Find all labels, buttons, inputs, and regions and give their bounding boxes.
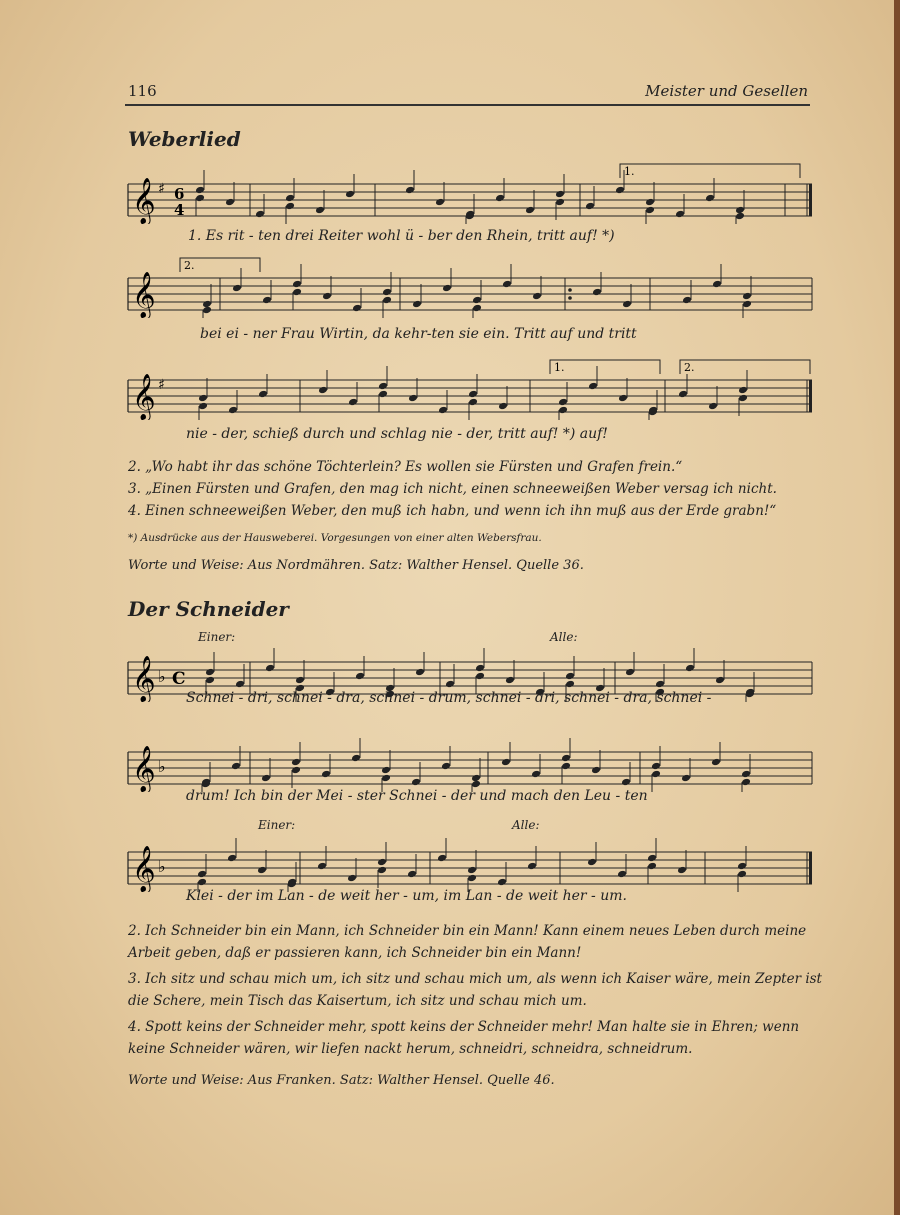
note-head-lower bbox=[742, 300, 752, 309]
lyrics-schneider-3: Klei - der im Lan - de weit her - um, im Lan - de weit her - um. bbox=[186, 888, 627, 904]
note-head bbox=[355, 672, 365, 681]
footnote: *) Ausdrücke aus der Hausweberei. Vorgesungen von einer alten Webersfrau. bbox=[128, 532, 542, 544]
verse-2-schneider: 2. Ich Schneider bin ein Mann, ich Schneider bin ein Mann! Kann einem neues Leben durch meine Arbeit geben, daß er passieren kann, ich Schneider bin ein Mann! bbox=[128, 923, 807, 961]
note-head bbox=[345, 190, 355, 199]
label-einer-2: Einer: bbox=[258, 818, 296, 832]
key-signature-sharp: ♯ bbox=[158, 377, 165, 393]
note-head bbox=[502, 280, 512, 289]
time-signature-top: 6 bbox=[174, 185, 185, 203]
note-head bbox=[227, 854, 237, 863]
volta-label: 2. bbox=[684, 361, 695, 374]
note-head bbox=[318, 386, 328, 395]
note-head-lower bbox=[468, 398, 478, 407]
treble-clef-icon: 𝄞 bbox=[132, 846, 156, 892]
note-head-lower bbox=[195, 194, 205, 203]
verses-weberlied bbox=[128, 456, 818, 522]
note-head bbox=[198, 394, 208, 403]
note-head bbox=[412, 300, 422, 309]
note-head bbox=[382, 288, 392, 297]
note-head bbox=[377, 858, 387, 867]
verse-4-schneider: 4. Spott keins der Schneider mehr, spott keins der Schneider mehr! Man halte sie in Ehren; wenn keine Schneider wären, wir liefen nackt herum, schneidri, schneidra, schneidrum. bbox=[128, 1019, 800, 1057]
note-head bbox=[711, 758, 721, 767]
note-head bbox=[675, 210, 685, 219]
note-head bbox=[738, 386, 748, 395]
repeat-dot bbox=[568, 288, 572, 292]
staff-weberlied-3 bbox=[120, 358, 820, 420]
note-head bbox=[467, 866, 477, 875]
note-head bbox=[378, 382, 388, 391]
note-head bbox=[351, 754, 361, 763]
note-head bbox=[685, 664, 695, 673]
note-head bbox=[592, 288, 602, 297]
note-head bbox=[235, 680, 245, 689]
note-head bbox=[407, 870, 417, 879]
note-head bbox=[655, 680, 665, 689]
note-head bbox=[441, 762, 451, 771]
note-head bbox=[647, 854, 657, 863]
note-head bbox=[558, 398, 568, 407]
note-head bbox=[295, 676, 305, 685]
note-head bbox=[381, 766, 391, 775]
note-head bbox=[705, 194, 715, 203]
credit-schneider: Worte und Weise: Aus Franken. Satz: Walther Hensel. Quelle 46. bbox=[128, 1073, 555, 1088]
volta-label: 2. bbox=[184, 259, 195, 272]
repeat-dot bbox=[568, 296, 572, 300]
label-alle-1: Alle: bbox=[550, 630, 578, 644]
note-head bbox=[291, 758, 301, 767]
note-head bbox=[715, 676, 725, 685]
note-head-lower bbox=[472, 304, 482, 313]
page-number: 116 bbox=[128, 82, 157, 100]
note-head bbox=[615, 186, 625, 195]
note-head bbox=[225, 198, 235, 207]
note-head bbox=[561, 754, 571, 763]
note-head-lower bbox=[555, 198, 565, 207]
verse-3-schneider: 3. Ich sitz und schau mich um, ich sitz und schau mich um, als wenn ich Kaiser wäre, mein Zepter ist die Schere, mein Tisch das Kaisertum, ich sitz und schau mich um. bbox=[128, 971, 822, 1009]
note-head-lower bbox=[475, 672, 485, 681]
note-head-lower bbox=[198, 402, 208, 411]
note-head bbox=[408, 394, 418, 403]
note-head bbox=[437, 854, 447, 863]
note-head bbox=[262, 296, 272, 305]
note-head bbox=[588, 382, 598, 391]
note-head bbox=[532, 292, 542, 301]
note-head-lower bbox=[565, 680, 575, 689]
note-head bbox=[737, 862, 747, 871]
note-head bbox=[435, 198, 445, 207]
note-head bbox=[195, 186, 205, 195]
note-head bbox=[555, 190, 565, 199]
note-head bbox=[347, 874, 357, 883]
lyrics-weberlied-1: 1. Es rit - ten drei Reiter wohl ü - ber den Rhein, tritt auf! *) bbox=[188, 228, 615, 244]
note-head bbox=[197, 870, 207, 879]
song-title-schneider: Der Schneider bbox=[128, 597, 289, 621]
volta-label: 1. bbox=[624, 165, 635, 178]
note-head bbox=[497, 878, 507, 887]
note-head bbox=[525, 206, 535, 215]
note-head bbox=[475, 664, 485, 673]
note-head bbox=[231, 762, 241, 771]
note-head-lower bbox=[647, 862, 657, 871]
note-head bbox=[411, 778, 421, 787]
note-head bbox=[315, 206, 325, 215]
note-head bbox=[681, 774, 691, 783]
credit-weberlied: Worte und Weise: Aus Nordmähren. Satz: Walther Hensel. Quelle 36. bbox=[128, 558, 584, 573]
verses-schneider bbox=[128, 920, 823, 1060]
note-head bbox=[742, 292, 752, 301]
note-head bbox=[531, 770, 541, 779]
note-head-lower bbox=[651, 770, 661, 779]
verse-2: 2. „Wo habt ihr das schöne Töchterlein? Es wollen sie Fürsten und Grafen frein.“ bbox=[128, 459, 683, 475]
note-head-lower bbox=[738, 394, 748, 403]
note-head bbox=[677, 866, 687, 875]
note-head bbox=[285, 194, 295, 203]
note-head-lower bbox=[377, 866, 387, 875]
lyrics-weberlied-3: nie - der, schieß durch und schlag nie - der, tritt auf! *) auf! bbox=[186, 426, 608, 442]
page-edge bbox=[894, 0, 900, 1215]
note-head bbox=[741, 770, 751, 779]
note-head-lower bbox=[471, 780, 481, 789]
note-head bbox=[205, 668, 215, 677]
label-alle-2: Alle: bbox=[512, 818, 540, 832]
verse-3: 3. „Einen Fürsten und Grafen, den mag ich nicht, einen schneeweißen Weber versag ich nicht. bbox=[128, 481, 777, 497]
note-head bbox=[292, 280, 302, 289]
note-head bbox=[445, 680, 455, 689]
note-head-lower bbox=[558, 406, 568, 415]
treble-clef-icon: 𝄞 bbox=[132, 656, 156, 702]
note-head bbox=[352, 304, 362, 313]
note-head-lower bbox=[467, 874, 477, 883]
lyrics-schneider-2: drum! Ich bin der Mei - ster Schnei - der und mach den Leu - ten bbox=[186, 788, 648, 804]
note-head-lower bbox=[382, 296, 392, 305]
note-head bbox=[625, 668, 635, 677]
note-head bbox=[617, 870, 627, 879]
note-head bbox=[261, 774, 271, 783]
note-head bbox=[258, 390, 268, 399]
lyrics-weberlied-2: bei ei - ner Frau Wirtin, da kehr-ten sie ein. Tritt auf und tritt bbox=[200, 326, 637, 342]
note-head bbox=[438, 406, 448, 415]
staff-weberlied-1 bbox=[120, 162, 820, 224]
note-head bbox=[498, 402, 508, 411]
verse-4: 4. Einen schneeweißen Weber, den muß ich habn, und wenn ich ihn muß aus der Erde grabn!“ bbox=[128, 503, 777, 519]
final-bar-thick bbox=[809, 380, 812, 412]
note-head-lower bbox=[735, 212, 745, 221]
note-head bbox=[527, 862, 537, 871]
staff-schneider-3 bbox=[120, 830, 820, 892]
note-head bbox=[621, 778, 631, 787]
note-head bbox=[682, 296, 692, 305]
note-head bbox=[442, 284, 452, 293]
note-head bbox=[228, 406, 238, 415]
note-head bbox=[468, 390, 478, 399]
label-einer-1: Einer: bbox=[198, 630, 236, 644]
note-head bbox=[645, 198, 655, 207]
treble-clef-icon: 𝄞 bbox=[132, 374, 156, 420]
treble-clef-icon: 𝄞 bbox=[132, 178, 156, 224]
note-head bbox=[232, 284, 242, 293]
note-head-lower bbox=[291, 766, 301, 775]
note-head bbox=[618, 394, 628, 403]
note-head bbox=[501, 758, 511, 767]
staff-schneider-2 bbox=[120, 730, 820, 792]
note-head bbox=[495, 194, 505, 203]
volta-bracket bbox=[550, 360, 660, 374]
final-bar-thick bbox=[809, 184, 812, 216]
song-title-weberlied: Weberlied bbox=[128, 127, 241, 151]
note-head bbox=[405, 186, 415, 195]
note-head bbox=[708, 402, 718, 411]
volta-label: 1. bbox=[554, 361, 565, 374]
note-head bbox=[255, 210, 265, 219]
note-head bbox=[317, 862, 327, 871]
time-signature-common: C bbox=[172, 669, 186, 689]
note-head-lower bbox=[197, 878, 207, 887]
note-head bbox=[585, 202, 595, 211]
note-head-lower bbox=[381, 774, 391, 783]
note-head bbox=[265, 664, 275, 673]
note-head bbox=[348, 398, 358, 407]
note-head bbox=[587, 858, 597, 867]
volta-bracket bbox=[680, 360, 810, 374]
note-head-lower bbox=[737, 870, 747, 879]
key-signature-sharp: ♯ bbox=[158, 181, 165, 197]
key-signature-flat: ♭ bbox=[158, 667, 166, 686]
note-head-lower bbox=[378, 390, 388, 399]
note-head bbox=[622, 300, 632, 309]
note-head bbox=[415, 668, 425, 677]
note-head bbox=[322, 292, 332, 301]
note-head bbox=[565, 672, 575, 681]
final-bar-thick bbox=[809, 852, 812, 884]
key-signature-flat: ♭ bbox=[158, 757, 166, 776]
note-head bbox=[257, 866, 267, 875]
running-title: Meister und Gesellen bbox=[645, 82, 808, 100]
note-head bbox=[651, 762, 661, 771]
time-signature-bottom: 4 bbox=[174, 201, 185, 219]
note-head bbox=[591, 766, 601, 775]
treble-clef-icon: 𝄞 bbox=[132, 272, 156, 318]
staff-weberlied-2 bbox=[120, 256, 820, 318]
note-head bbox=[321, 770, 331, 779]
note-head-lower bbox=[202, 306, 212, 315]
note-head-lower bbox=[205, 676, 215, 685]
volta-bracket bbox=[620, 164, 800, 178]
note-head-lower bbox=[645, 206, 655, 215]
note-head-lower bbox=[561, 762, 571, 771]
note-head-lower bbox=[285, 202, 295, 211]
key-signature-flat: ♭ bbox=[158, 857, 166, 876]
note-head bbox=[472, 296, 482, 305]
note-head bbox=[678, 390, 688, 399]
treble-clef-icon: 𝄞 bbox=[132, 746, 156, 792]
note-head bbox=[712, 280, 722, 289]
note-head bbox=[505, 676, 515, 685]
header-rule bbox=[125, 104, 810, 106]
note-head-lower bbox=[292, 288, 302, 297]
note-head-lower bbox=[741, 778, 751, 787]
lyrics-schneider-1: Schnei - dri, schnei - dra, schnei - drum, schnei - dri, schnei - dra, schnei - bbox=[186, 690, 712, 706]
